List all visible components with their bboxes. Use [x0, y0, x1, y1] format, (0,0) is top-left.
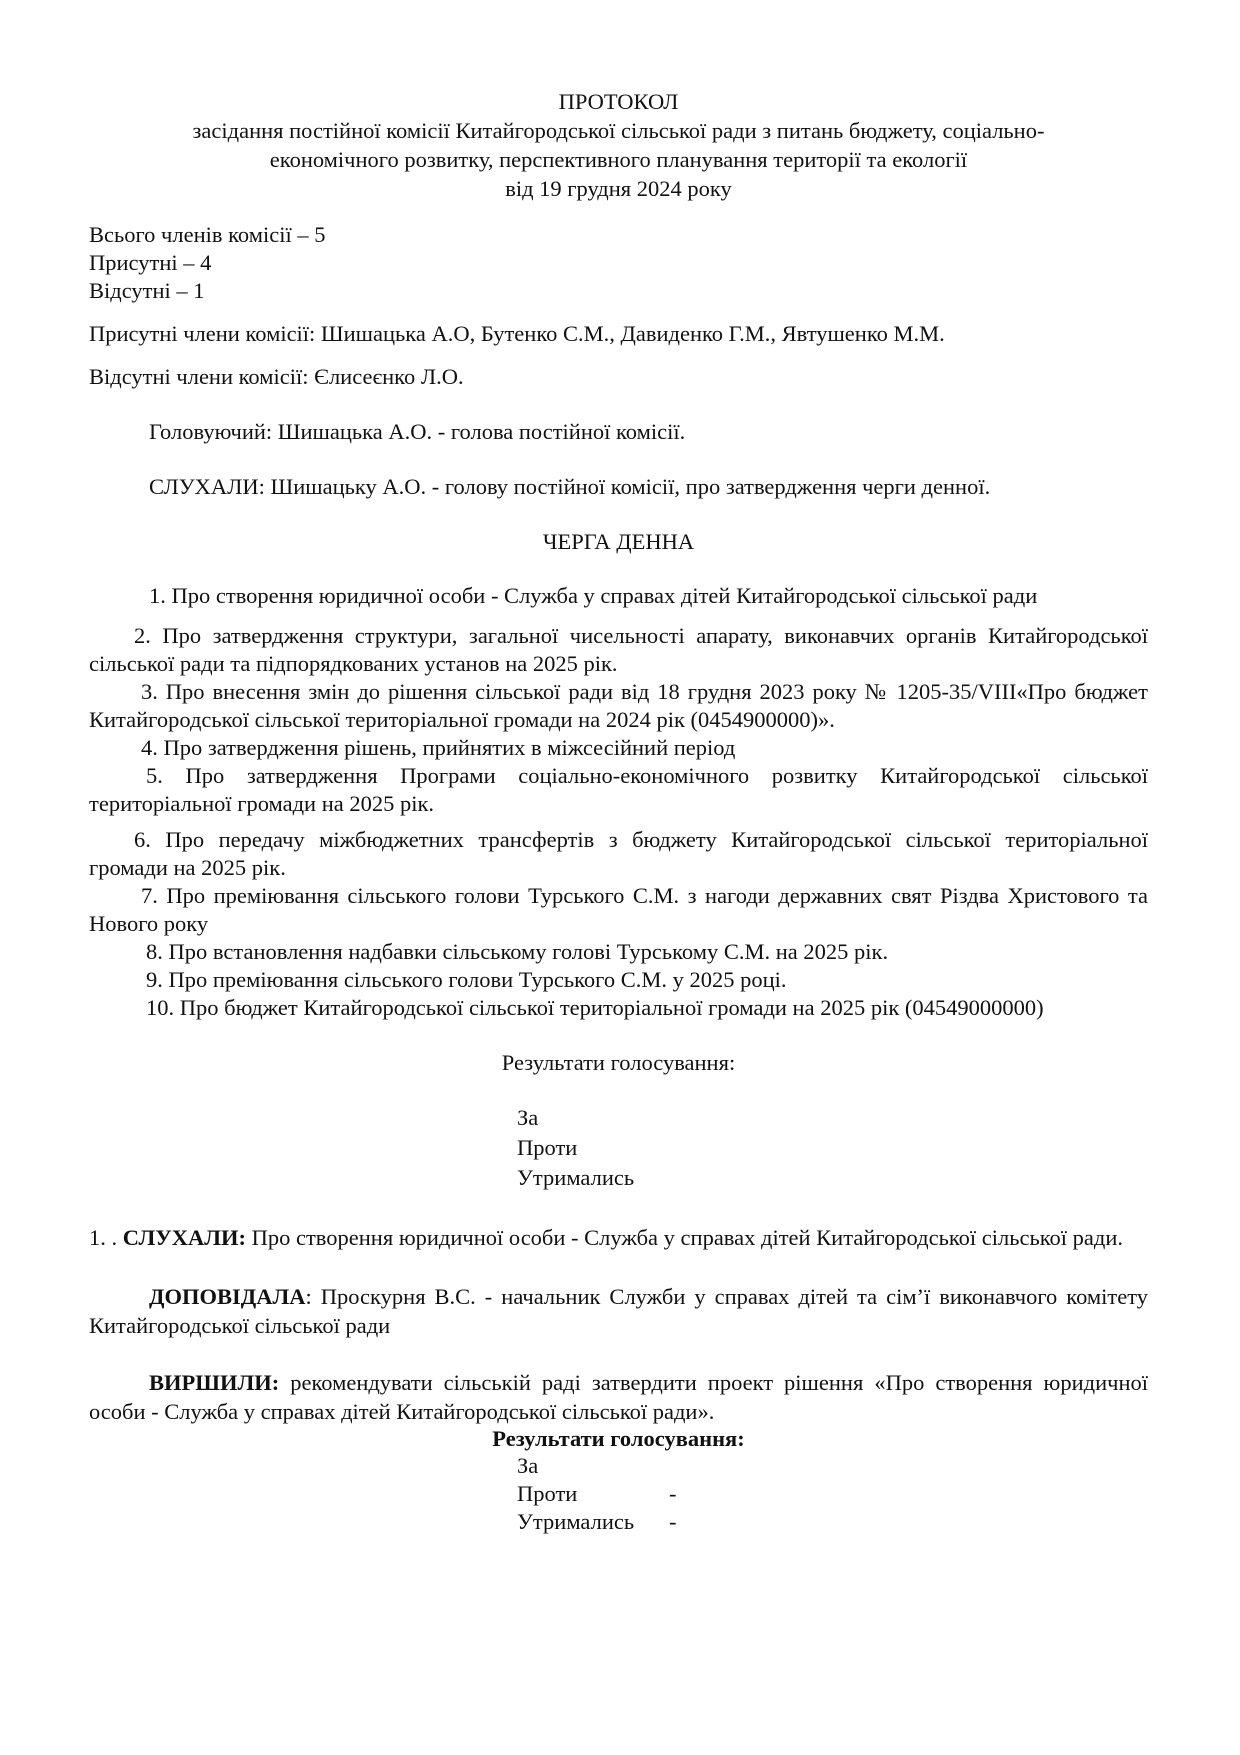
section1-vote-for-row — [517, 1452, 1148, 1480]
document-content — [89, 87, 1148, 1536]
agenda-item: 6. Про передачу міжбюджетних трансфертів з бюджету Китайгородської сільської територіальної громади на 2025 рік. — [89, 827, 1148, 880]
vote-results — [517, 1103, 1148, 1193]
section1-vote-against-row — [517, 1480, 1148, 1508]
protocol-subtitle-line2: економічного розвитку, перспективного планування території та екології — [269, 147, 968, 172]
heard-text: Про створення юридичної особи - Служба у справах дітей Китайгородської сільської ради. — [245, 1225, 1123, 1250]
reported-label: ДОПОВІДАЛА — [149, 1284, 306, 1309]
present-count: Присутні – 4 — [89, 250, 212, 275]
agenda-item: 1. Про створення юридичної особи - Служба у справах дітей Китайгородської сільської ради — [149, 583, 1038, 608]
agenda-item: 8. Про встановлення надбавки сільському голові Турському С.М. на 2025 рік. — [146, 939, 889, 964]
absent-count: Відсутні – 1 — [89, 278, 205, 303]
section1-vote-against-value: - — [669, 1481, 677, 1506]
vote-against: Проти — [517, 1135, 578, 1160]
protocol-subtitle-line1: засідання постійної комісії Китайгородської сільської ради з питань бюджету, соціально- — [192, 118, 1045, 143]
agenda-title: ЧЕРГА ДЕННА — [542, 529, 695, 554]
total-members: Всього членів комісії – 5 — [89, 222, 326, 247]
section1-vote-results — [517, 1452, 1148, 1536]
reported-text: : Проскурня В.С. - начальник Служби у справах дітей та сім’ї виконавчого комітету Китайгородської сільської ради — [89, 1284, 1148, 1338]
section1-vote-against: Проти — [517, 1481, 578, 1506]
agenda-item: 2. Про затвердження структури, загальної чисельності апарату, виконавчих органів Китайгородської сільської ради та підпорядкованих установ на 2025 рік. — [89, 623, 1148, 676]
section1-decided — [89, 1368, 1148, 1426]
decided-text: рекомендувати сільській раді затвердити проект рішення «Про створення юридичної особи - Служба у справах дітей Китайгородської сільської ради». — [89, 1370, 1148, 1424]
section1-heard — [89, 1223, 1148, 1252]
vote-abstained: Утримались — [517, 1165, 635, 1190]
vote-results-title: Результати голосування: — [501, 1050, 736, 1075]
present-members: Присутні члени комісії: Шишацька А.О, Бутенко С.М., Давиденко Г.М., Явтушенко М.М. — [89, 321, 945, 346]
heard-label: СЛУХАЛИ: — [122, 1225, 246, 1250]
chairperson: Головуючий: Шишацька А.О. - голова постійної комісії. — [149, 419, 686, 444]
attendance-counts — [89, 221, 1148, 305]
absent-members: Відсутні члени комісії: Єлисеєнко Л.О. — [89, 364, 464, 389]
section1-vote-abstained-value: - — [669, 1509, 677, 1534]
agenda-item: 3. Про внесення змін до рішення сільської ради від 18 грудня 2023 року № 1205-35/VIII«Про бюджет Китайгородської сільської територіальної громади на 2024 рік (0454900000)». — [89, 679, 1148, 732]
agenda-list — [89, 582, 1148, 1022]
agenda-item: 5. Про затвердження Програми соціально-економічного розвитку Китайгородської сільської територіальної громади на 2025 рік. — [89, 763, 1148, 816]
protocol-title: ПРОТОКОЛ — [558, 89, 679, 114]
decided-label: ВИРШИЛИ: — [149, 1370, 280, 1395]
heard-intro: СЛУХАЛИ: Шишацьку А.О. - голову постійної комісії, про затвердження черги денної. — [149, 474, 991, 499]
agenda-item: 10. Про бюджет Китайгородської сільської територіальної громади на 2025 рік (04549000000) — [146, 995, 1044, 1020]
section1-vote-for: За — [517, 1453, 539, 1478]
section1-reported — [89, 1282, 1148, 1340]
section1-vote-title: Результати голосування: — [492, 1426, 745, 1451]
agenda-item: 4. Про затвердження рішень, прийнятих в міжсесійний період — [141, 735, 736, 760]
protocol-header — [89, 87, 1148, 203]
section1-number: 1. . — [89, 1225, 123, 1250]
agenda-item: 9. Про преміювання сільського голови Турського С.М. у 2025 році. — [146, 967, 787, 992]
section1-vote-abstained: Утримались — [517, 1509, 635, 1534]
agenda-item: 7. Про преміювання сільського голови Турського С.М. з нагоди державних свят Різдва Христового та Нового року — [89, 883, 1148, 936]
protocol-date: від 19 грудня 2024 року — [505, 176, 732, 201]
section1-vote-abstained-row — [517, 1508, 1148, 1536]
vote-for: За — [517, 1105, 539, 1130]
